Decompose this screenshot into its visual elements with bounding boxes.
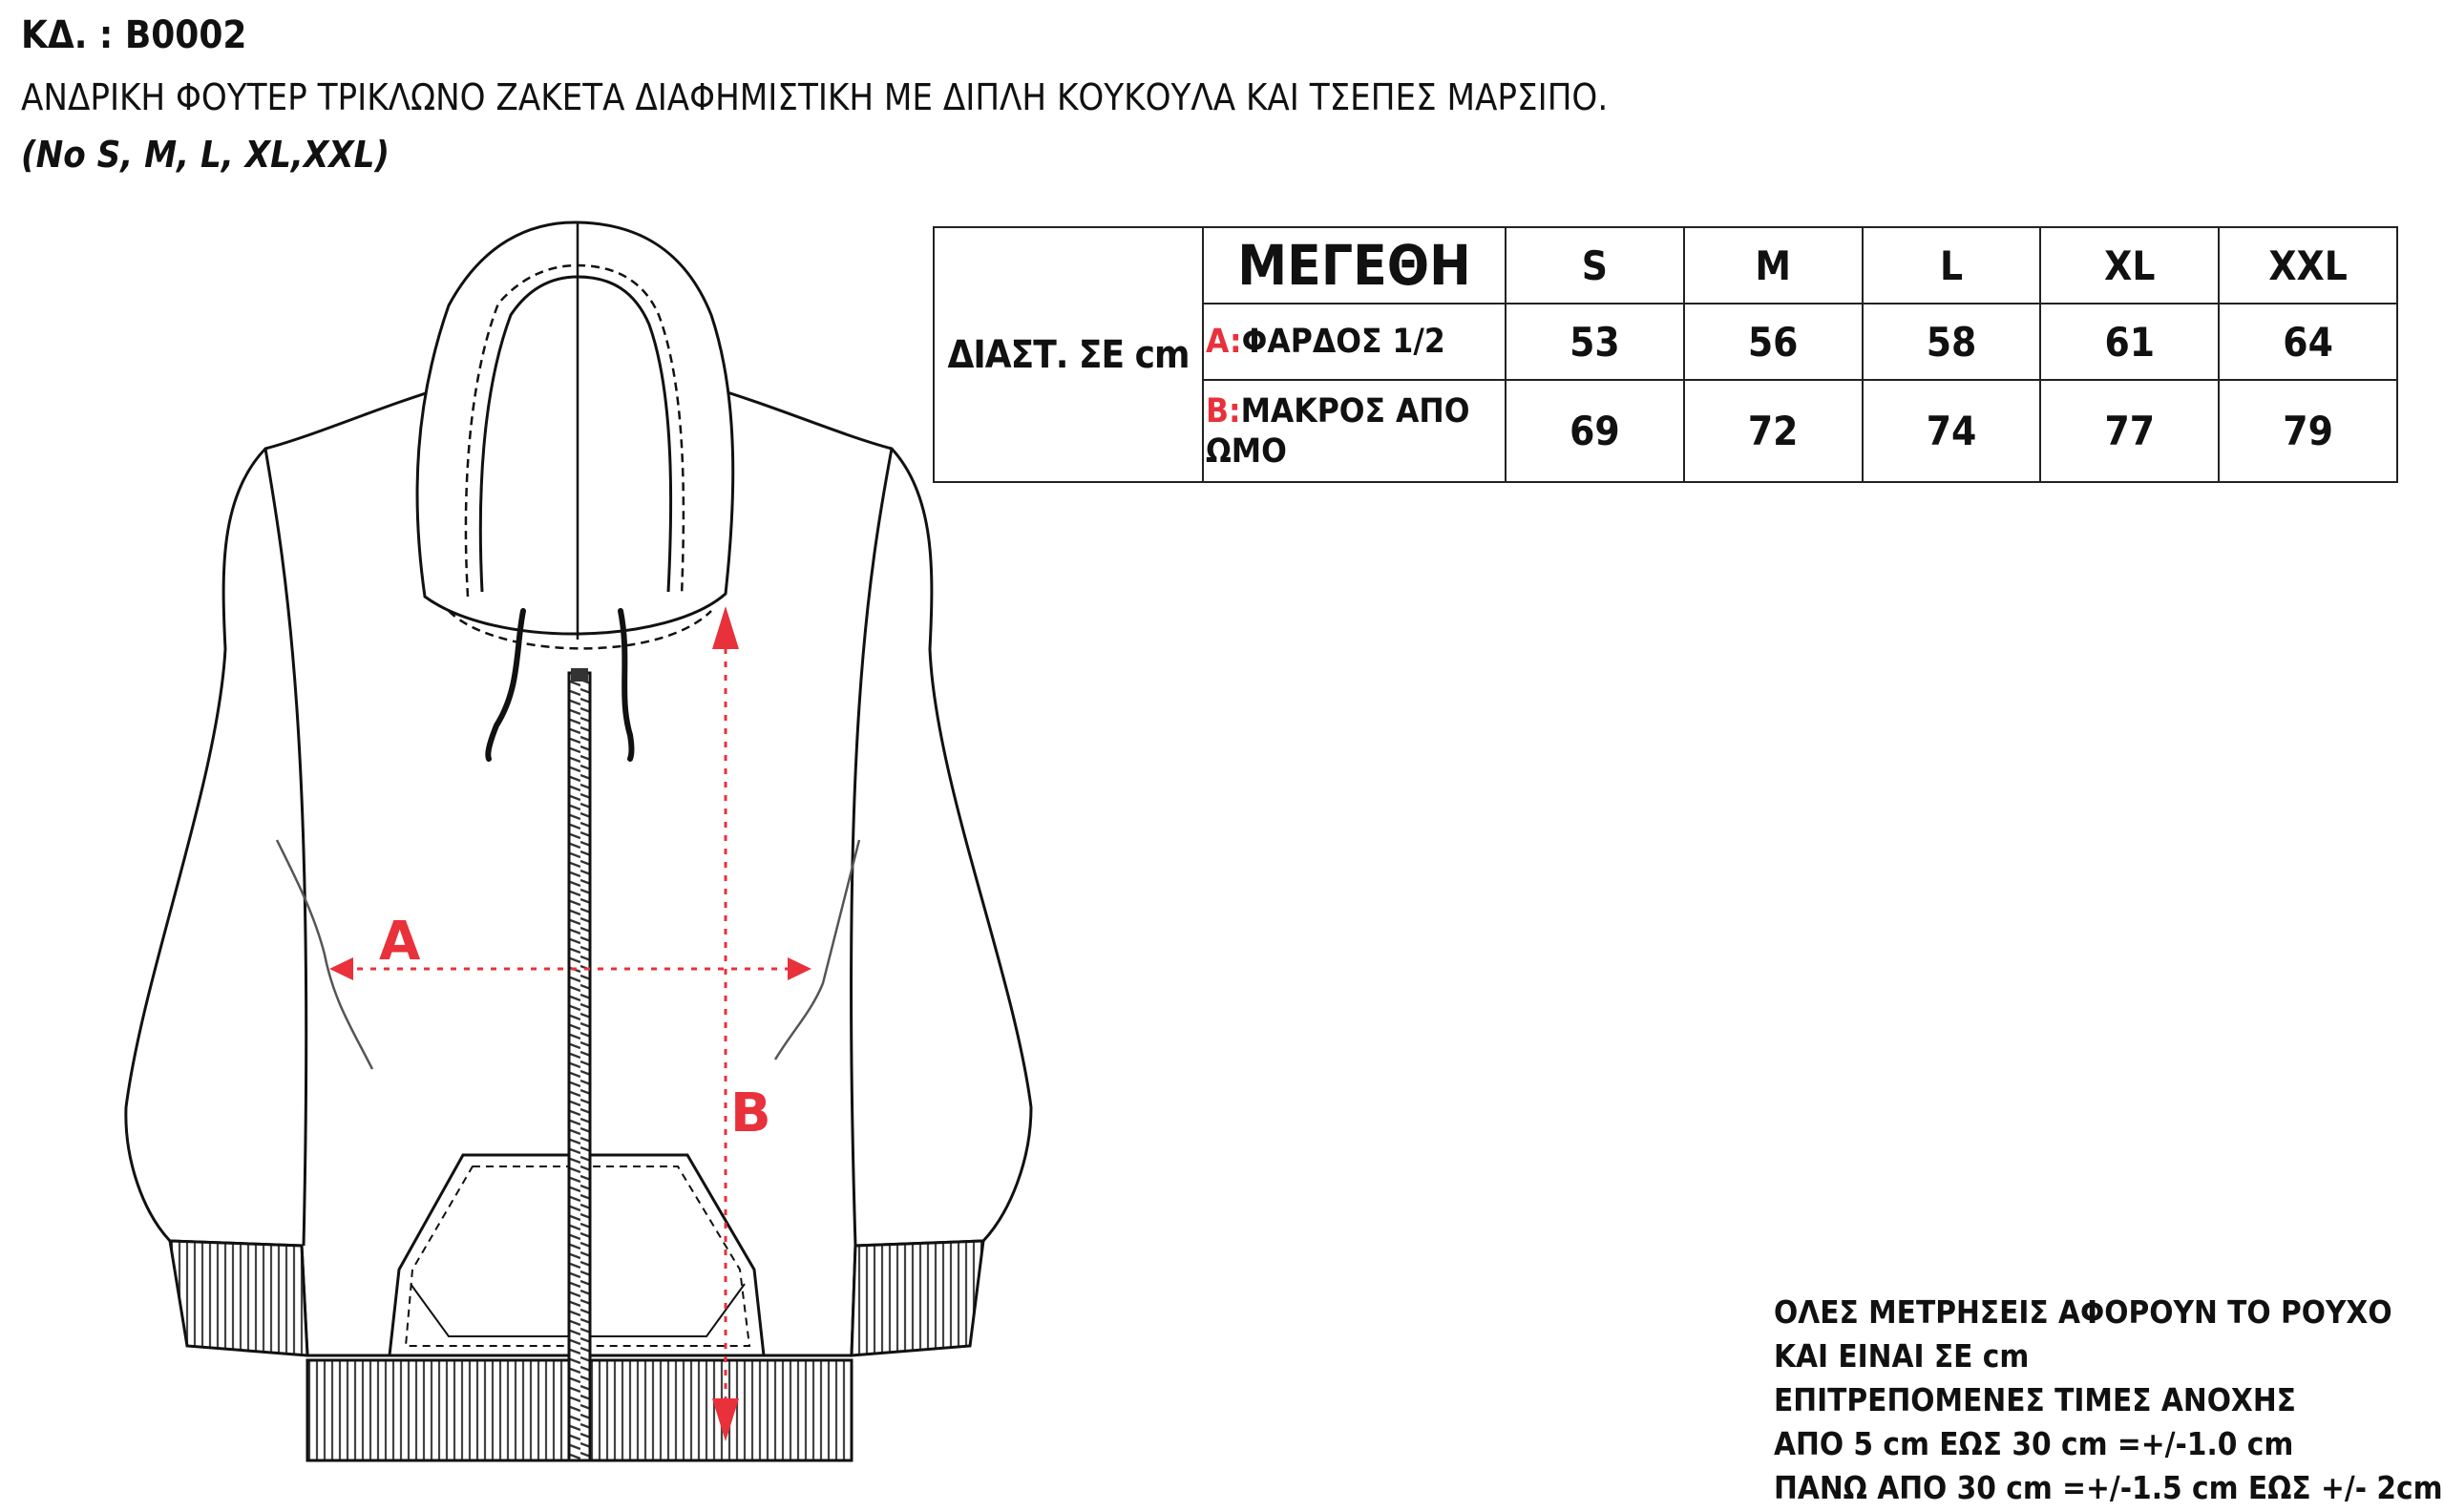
table-cell: 56 xyxy=(1684,304,1863,380)
note-line: ΠΑΝΩ ΑΠΟ 30 cm =+/-1.5 cm ΕΩΣ +/- 2cm xyxy=(1774,1469,2443,1506)
table-header-row xyxy=(934,227,2397,304)
table-cell: 79 xyxy=(2219,380,2397,482)
size-header-s: S xyxy=(1506,227,1684,304)
measurement-label-width xyxy=(1203,304,1506,380)
note-line: ΕΠΙΤΡΕΠΟΜΕΝΕΣ ΤΙΜΕΣ ΑΝΟΧΗΣ xyxy=(1774,1381,2296,1418)
measurement-name-length: ΜΑΚΡΟΣ ΑΠΟ ΩΜΟ xyxy=(1206,391,1470,471)
measurement-label-b: B xyxy=(730,1082,771,1144)
tolerance-notes xyxy=(1774,1291,2443,1510)
hood xyxy=(417,222,733,648)
product-description: ΑΝΔΡΙΚΗ ΦΟΥΤΕΡ ΤΡΙΚΛΩΝΟ ΖΑΚΕΤΑ ΔΙΑΦΗΜΙΣΤΙΚΗ ΜΕ ΔΙΠΛΗ ΚΟΥΚΟΥΛΑ ΚΑΙ ΤΣΕΠΕΣ ΜΑΡΣΙΠΟ. xyxy=(21,76,1609,118)
hoodie-technical-drawing xyxy=(57,210,1079,1480)
note-line: ΟΛΕΣ ΜΕΤΡΗΣΕΙΣ ΑΦΟΡΟΥΝ ΤΟ ΡΟΥΧΟ xyxy=(1774,1293,2392,1331)
size-header-m: M xyxy=(1684,227,1863,304)
product-code: ΚΔ. : B0002 xyxy=(21,13,247,57)
table-cell: 58 xyxy=(1863,304,2041,380)
sizes-header: ΜΕΓΕΘΗ xyxy=(1203,227,1506,304)
zipper xyxy=(569,668,590,1460)
measurement-label-a: A xyxy=(379,911,421,973)
size-header-l: L xyxy=(1863,227,2041,304)
available-sizes: (No S, M, L, XL,XXL) xyxy=(21,134,390,176)
measurement-label-length xyxy=(1203,380,1506,482)
table-cell: 77 xyxy=(2040,380,2219,482)
table-cell: 69 xyxy=(1506,380,1684,482)
size-header-xxl: XXL xyxy=(2219,227,2397,304)
table-cell: 64 xyxy=(2219,304,2397,380)
dimension-unit-cell: ΔΙΑΣΤ. ΣΕ cm xyxy=(934,227,1203,482)
table-cell: 74 xyxy=(1863,380,2041,482)
note-line: ΑΠΟ 5 cm ΕΩΣ 30 cm =+/-1.0 cm xyxy=(1774,1425,2294,1462)
measurement-code-b: B: xyxy=(1206,391,1241,430)
table-cell: 53 xyxy=(1506,304,1684,380)
table-cell: 61 xyxy=(2040,304,2219,380)
measurement-name-width: ΦΑΡΔΟΣ 1/2 xyxy=(1241,323,1445,361)
size-header-xl: XL xyxy=(2040,227,2219,304)
table-cell: 72 xyxy=(1684,380,1863,482)
note-line: ΚΑΙ ΕΙΝΑΙ ΣΕ cm xyxy=(1774,1337,2030,1375)
size-chart-table xyxy=(933,226,2398,483)
measurement-code-a: A: xyxy=(1206,323,1242,361)
